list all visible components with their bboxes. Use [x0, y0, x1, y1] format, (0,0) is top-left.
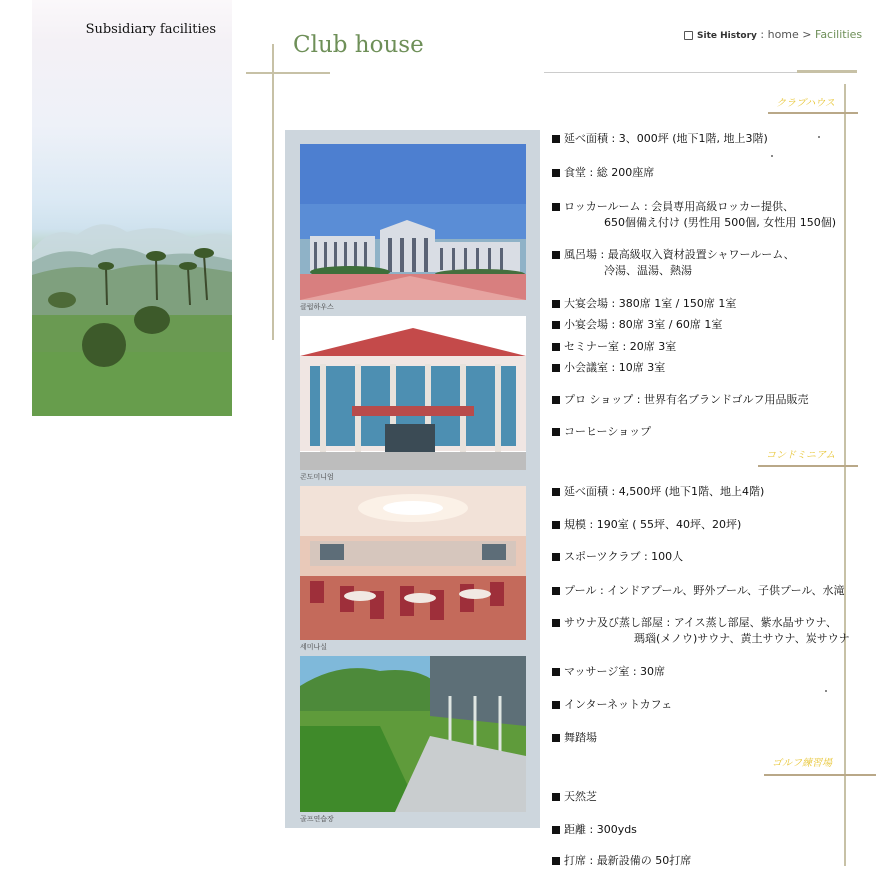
bullet-square-icon [552, 364, 560, 372]
sidebar-title: Subsidiary facilities [85, 22, 216, 37]
list-item: マッサージ室 : 30席 [552, 663, 665, 679]
bullet-square-icon [552, 300, 560, 308]
breadcrumb-home-link[interactable]: home [767, 28, 799, 41]
bullet-square-icon [552, 428, 560, 436]
photo-caption: 클럽하우스 [300, 303, 334, 311]
list-item: スポーツクラブ : 100人 [552, 548, 683, 564]
decor-dot [818, 136, 820, 138]
title-horizontal-rule [246, 72, 330, 74]
section-label-condominium: コンドミニアム [766, 450, 836, 461]
condominium-photo [300, 316, 526, 484]
list-item: サウナ及び蒸し部屋 : アイス蒸し部屋、紫水晶サウナ、 瑪瑙(メノウ)サウナ、黄土サウナ、炭サウナ [552, 614, 850, 646]
header-accent-rule [797, 70, 857, 73]
bullet-square-icon [684, 31, 693, 40]
breadcrumb-label: Site History [697, 31, 757, 41]
bullet-square-icon [552, 488, 560, 496]
list-item: 打席 : 最新設備の 50打席 [552, 852, 691, 868]
list-vertical-rule [844, 84, 846, 866]
list-item: 延べ面積 : 3、000坪 (地下1階, 地上3階) [552, 130, 768, 146]
bullet-square-icon [552, 668, 560, 676]
list-item: 距離 : 300yds [552, 821, 637, 837]
bullet-square-icon [552, 203, 560, 211]
photo-panel [285, 130, 540, 828]
bullet-square-icon [552, 321, 560, 329]
list-item: インターネットカフェ [552, 696, 672, 712]
decor-dot [771, 155, 773, 157]
list-item: プール : インドアプール、野外プール、子供プール、水滝 [552, 582, 845, 598]
bullet-square-icon [552, 734, 560, 742]
list-item: 風呂場 : 最高級収入資材設置シャワールーム、 冷湯、温湯、熱湯 [552, 246, 795, 278]
breadcrumb [684, 28, 862, 41]
decor-dot [825, 690, 827, 692]
bullet-square-icon [552, 135, 560, 143]
list-item: 食堂 : 総 200座席 [552, 164, 654, 180]
bullet-square-icon [552, 826, 560, 834]
chevron-right-icon: > [802, 28, 812, 41]
photo-caption: 골프연습장 [300, 815, 334, 823]
golf-range-photo [300, 656, 526, 826]
bullet-square-icon [552, 701, 560, 709]
bullet-square-icon [552, 169, 560, 177]
bullet-square-icon [552, 587, 560, 595]
bullet-square-icon [552, 619, 560, 627]
section-label-clubhouse: クラブハウス [776, 98, 835, 109]
bullet-square-icon [552, 343, 560, 351]
sidebar-banner [32, 0, 232, 416]
bullet-square-icon [552, 521, 560, 529]
bullet-square-icon [552, 553, 560, 561]
clubhouse-photo [300, 144, 526, 314]
list-item: コーヒーショップ [552, 423, 651, 439]
list-item: 大宴会場 : 380席 1室 / 150席 1室 [552, 295, 736, 311]
bullet-square-icon [552, 793, 560, 801]
condominium-image [300, 316, 526, 470]
golf-landscape-image [32, 0, 232, 416]
list-item: 延べ面積 : 4,500坪 (地下1階、地上4階) [552, 483, 764, 499]
photo-caption: 세미나실 [300, 643, 328, 651]
seminar-room-photo [300, 486, 526, 654]
list-item: セミナー室 : 20席 3室 [552, 338, 676, 354]
section-divider [764, 774, 876, 776]
title-vertical-rule [272, 44, 274, 340]
section-divider [758, 465, 858, 467]
bullet-square-icon [552, 251, 560, 259]
section-divider [768, 112, 858, 114]
clubhouse-image [300, 144, 526, 300]
list-item: 規模 : 190室 ( 55坪、40坪、20坪) [552, 516, 741, 532]
breadcrumb-separator: : [760, 28, 765, 41]
bullet-square-icon [552, 857, 560, 865]
section-label-golf-range: ゴルフ練習場 [772, 758, 832, 769]
list-item: プロ ショップ : 世界有名ブランドゴルフ用品販売 [552, 391, 809, 407]
list-item: 小会議室 : 10席 3室 [552, 359, 665, 375]
breadcrumb-current: Facilities [815, 28, 863, 41]
seminar-room-image [300, 486, 526, 640]
list-item: 天然芝 [552, 788, 597, 804]
golf-range-image [300, 656, 526, 812]
bullet-square-icon [552, 396, 560, 404]
page-title: Club house [293, 32, 424, 58]
list-item: ロッカールーム : 会員専用高級ロッカー提供、 650個備え付け (男性用 500個, 女性用 150個) [552, 198, 836, 230]
list-item: 小宴会場 : 80席 3室 / 60席 1室 [552, 316, 722, 332]
photo-caption: 콘도미니엄 [300, 473, 334, 481]
list-item: 舞踏場 [552, 729, 597, 745]
